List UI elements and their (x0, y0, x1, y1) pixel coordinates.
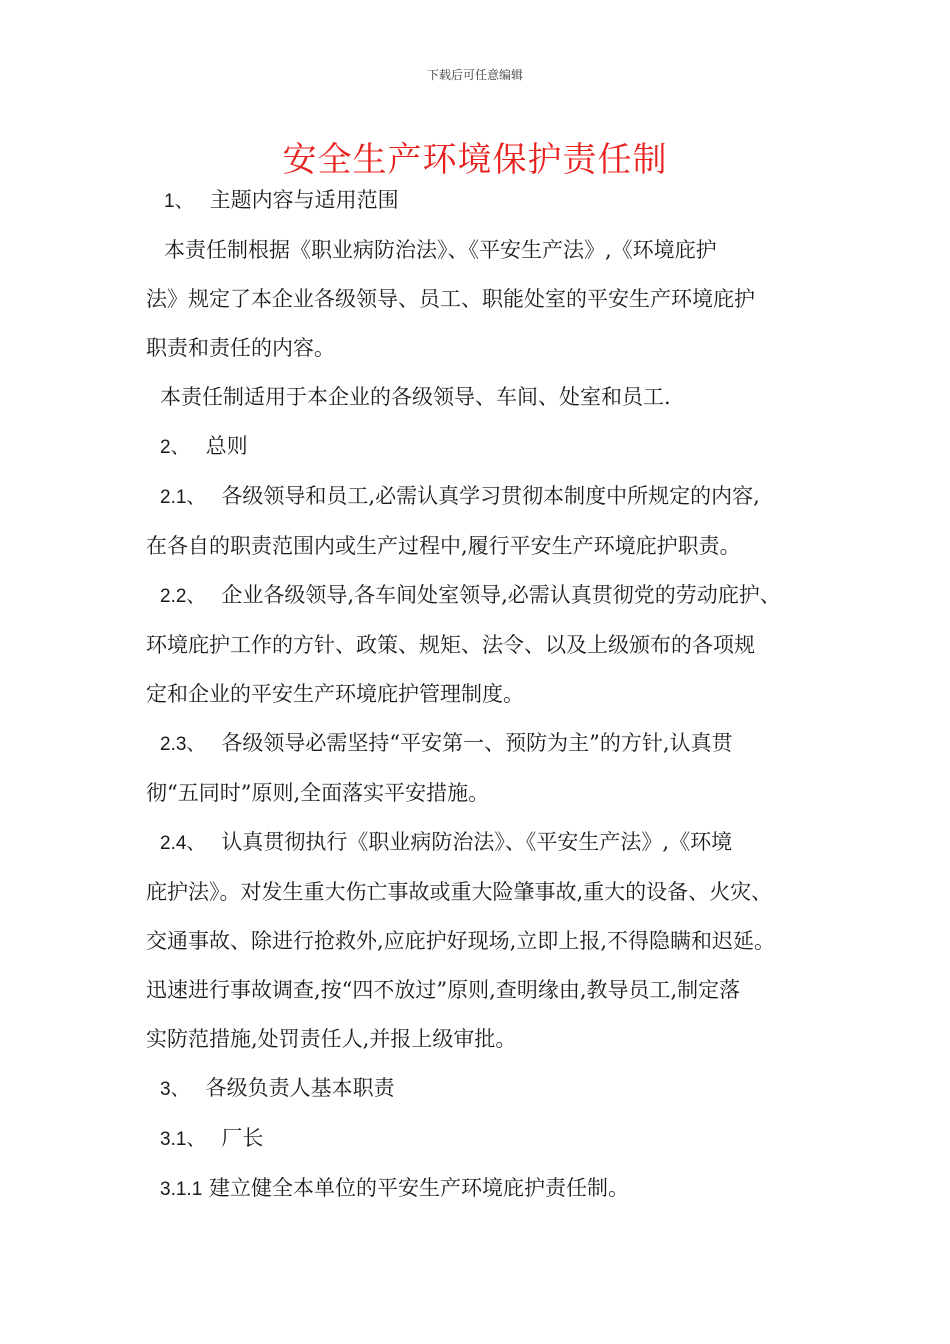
clause-2-1 (146, 472, 826, 522)
clause-text: 各级领导必需坚持“平安第一、预防为主”的方针,认真贯 (221, 731, 733, 755)
section-title: 各级负责人基本职责 (205, 1076, 395, 1100)
clause-2-4 (146, 818, 826, 868)
clause-text: 企业各级领导,各车间处室领导,必需认真贯彻党的劳动庇护、 (221, 583, 781, 607)
document-body (146, 176, 826, 1214)
paragraph-line: 职责和责任的内容。 (146, 336, 335, 360)
clause-2-3 (146, 719, 826, 769)
clause-text: 建立健全本单位的平安生产环境庇护责任制。 (208, 1176, 629, 1200)
clause-text: 认真贯彻执行《职业病防治法》、《平安生产法》,《环境 (221, 830, 733, 854)
paragraph-line: 在各自的职责范围内或生产过程中,履行平安生产环境庇护职责。 (146, 534, 741, 558)
clause-3-1-1 (146, 1164, 826, 1214)
clause-2-2 (146, 571, 826, 621)
paragraph-line: 彻“五同时”原则,全面落实平安措施。 (146, 781, 490, 805)
paragraph-line: 法》规定了本企业各级领导、员工、职能处室的平安生产环境庇护 (146, 287, 755, 311)
section-2-heading (146, 422, 826, 472)
paragraph-line: 迅速进行事故调查,按“四不放过”原则,查明缘由,教导员工,制定落 (146, 978, 741, 1002)
paragraph-line: 交通事故、除进行抢救外,应庇护好现场,立即上报,不得隐瞒和迟延。 (146, 929, 776, 953)
document-title: 安全生产环境保护责任制 (282, 140, 668, 180)
paragraph-line: 实防范措施,处罚责任人,并报上级审批。 (146, 1027, 517, 1051)
clause-number: 2.2、 (160, 586, 206, 607)
paragraph-line: 庇护法》。对发生重大伤亡事故或重大险肇事故,重大的设备、火灾、 (146, 880, 773, 904)
header-note: 下载后可任意编辑 (426, 68, 523, 82)
paragraph-line: 本责任制根据《职业病防治法》、《平安生产法》,《环境庇护 (164, 238, 717, 262)
section-number: 3、 (160, 1079, 190, 1100)
clause-number: 3.1.1 (160, 1179, 203, 1200)
section-1-heading (146, 176, 826, 226)
clause-text: 各级领导和员工,必需认真学习贯彻本制度中所规定的内容, (221, 484, 760, 508)
clause-number: 2.1、 (160, 487, 206, 508)
section-title: 总则 (205, 434, 248, 458)
paragraph-line: 定和企业的平安生产环境庇护管理制度。 (146, 682, 524, 706)
paragraph-line: 环境庇护工作的方针、政策、规矩、法令、以及上级颁布的各项规 (146, 633, 755, 657)
clause-number: 2.4、 (160, 833, 206, 854)
paragraph-line: 本责任制适用于本企业的各级领导、车间、处室和员工. (160, 385, 671, 409)
section-number: 3.1、 (160, 1129, 206, 1150)
section-3-heading (146, 1064, 826, 1114)
clause-number: 2.3、 (160, 734, 206, 755)
section-title: 厂长 (221, 1126, 264, 1150)
section-title: 主题内容与适用范围 (209, 188, 399, 212)
section-number: 1、 (164, 191, 194, 212)
section-number: 2、 (160, 437, 190, 458)
section-3-1-heading (146, 1114, 826, 1164)
